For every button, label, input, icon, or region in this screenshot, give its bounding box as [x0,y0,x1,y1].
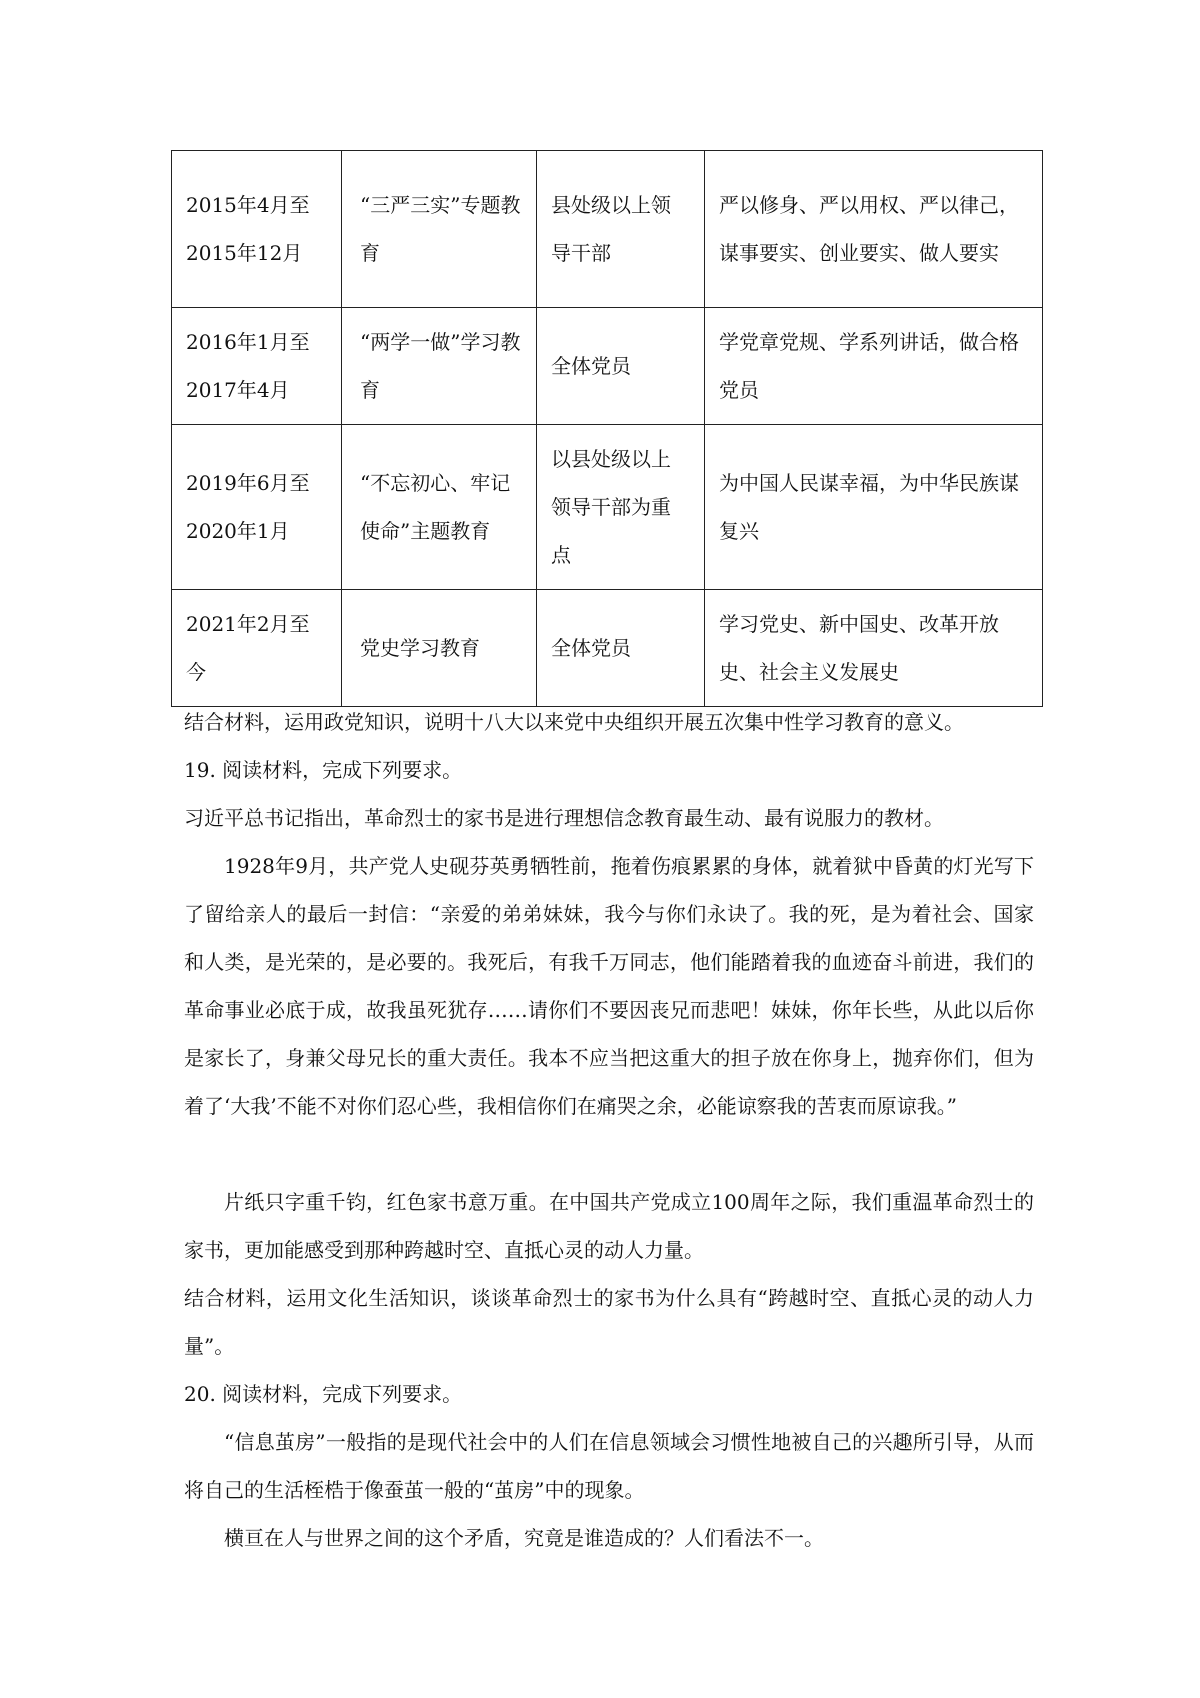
q20-material-paragraph: 横亘在人与世界之间的这个矛盾，究竟是谁造成的？人们看法不一。 [224,1526,824,1550]
topic-cell: “不忘初心、牢记使命”主题教育 [342,425,537,590]
period-cell: 2015年4月至2015年12月 [172,151,342,308]
content-cell: 为中国人民谋幸福，为中华民族谋复兴 [705,425,1043,590]
period-cell: 2021年2月至今 [172,590,342,707]
q19-material-paragraph: 片纸只字重千钧，红色家书意万重。在中国共产党成立100周年之际，我们重温革命烈士的家书，更加能感受到那种跨越时空、直抵心灵的动人力量。 [184,1190,1034,1262]
table-row [172,425,1043,590]
content-cell: 严以修身、严以用权、严以律己，谋事要实、创业要实、做人要实 [705,151,1043,308]
study-education-table [171,150,1043,707]
content-cell: 学习党史、新中国史、改革开放史、社会主义发展史 [705,590,1043,707]
q19-prompt: 结合材料，运用文化生活知识，谈谈革命烈士的家书为什么具有“跨越时空、直抵心灵的动人力量”。 [184,1286,1034,1358]
q19-intro: 习近平总书记指出，革命烈士的家书是进行理想信念教育最生动、最有说服力的教材。 [184,806,944,830]
q20-material-paragraph: “信息茧房”一般指的是现代社会中的人们在信息领域会习惯性地被自己的兴趣所引导，从而将自己的生活桎梏于像蚕茧一般的“茧房”中的现象。 [184,1430,1034,1502]
target-cell: 全体党员 [537,590,705,707]
table-row [172,308,1043,425]
target-cell: 县处级以上领导干部 [537,151,705,308]
q18-prompt: 结合材料，运用政党知识，说明十八大以来党中央组织开展五次集中性学习教育的意义。 [184,710,964,734]
q19-heading: 19. 阅读材料，完成下列要求。 [184,758,463,782]
table-row [172,151,1043,308]
table-row [172,590,1043,707]
topic-cell: “两学一做”学习教育 [342,308,537,425]
q20-heading: 20. 阅读材料，完成下列要求。 [184,1382,463,1406]
target-cell: 以县处级以上领导干部为重点 [537,425,705,590]
period-cell: 2019年6月至2020年1月 [172,425,342,590]
period-cell: 2016年1月至2017年4月 [172,308,342,425]
topic-cell: “三严三实”专题教育 [342,151,537,308]
topic-cell: 党史学习教育 [342,590,537,707]
content-cell: 学党章党规、学系列讲话，做合格党员 [705,308,1043,425]
target-cell: 全体党员 [537,308,705,425]
q19-material-paragraph: 1928年9月，共产党人史砚芬英勇牺牲前，拖着伤痕累累的身体，就着狱中昏黄的灯光写下了留给亲人的最后一封信：“亲爱的弟弟妹妹，我今与你们永诀了。我的死，是为着社会、国家和人类，是光荣的，是必要的。我死后，有我千万同志，他们能踏着我的血迹奋斗前进，我们的革命事业必底于成，故我虽死犹存……请你们不要因丧兄而悲吧！妹妹，你年长些，从此以后你是家长了，身兼父母兄长的重大责任。我本不应当把这重大的担子放在你身上，抛弃你们，但为着了‘大我’不能不对你们忍心些，我相信你们在痛哭之余，必能谅察我的苦衷而原谅我。” [184,854,1034,1118]
